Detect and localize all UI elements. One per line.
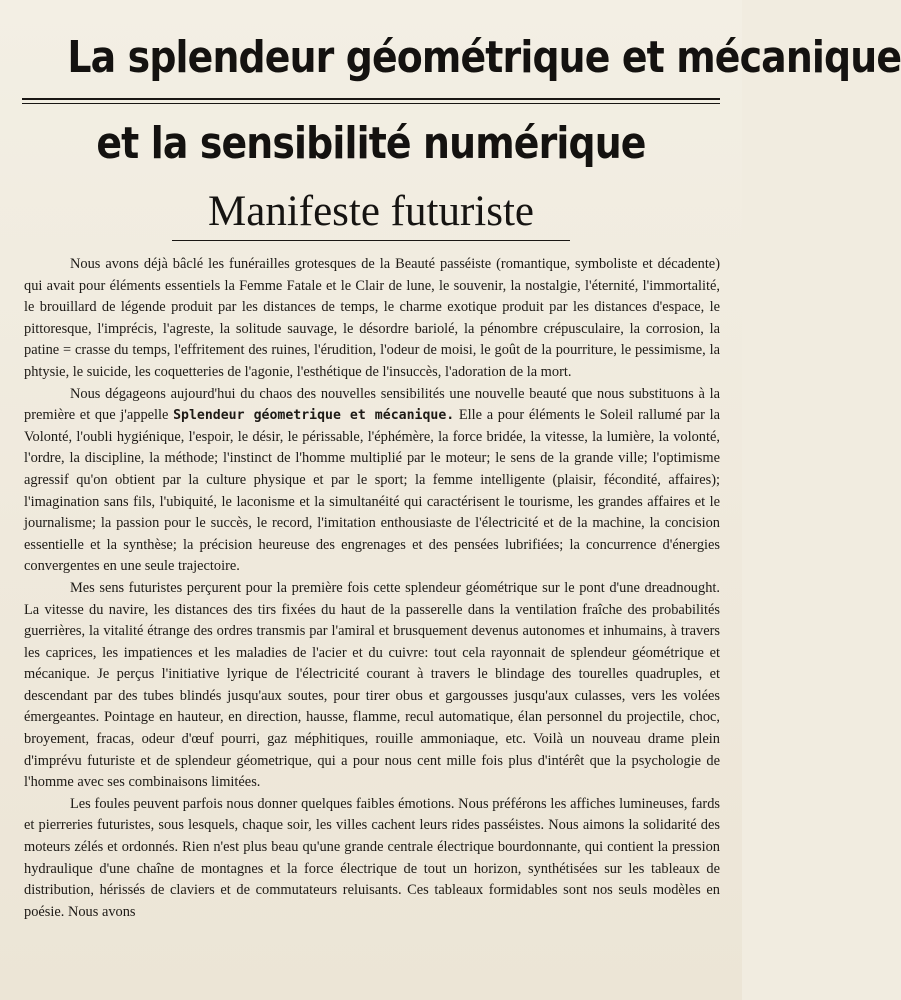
title-double-rule-top [22, 98, 720, 100]
paragraph-4: Les foules peuvent parfois nous donner quelques faibles émotions. Nous préférons les affiches lumineuses, fards et pierreries futuristes, sous lesquels, chaque soir, les villes cachent leurs rides passéistes. Nous aimons la solidarité des moteurs zélés et ordonnés. Rien n'est plus beau qu'une grande centrale électrique bourdonnante, qui contient la pression hydraulique d'une chaîne de montagnes et la force électrique de tout un horizon, synthétisées sur les tableaux de distribution, hérissés de claviers et de commutateurs reluisants. Ces tableaux formidables sont nos seuls modèles en poésie. Nous avons [24, 795, 720, 920]
paragraph-2 [24, 384, 720, 578]
emphasis-splendeur: Splendeur géometrique et mécanique. [173, 408, 455, 424]
manifesto-body [24, 254, 720, 923]
title-line-1: La splendeur géométrique et mécanique [67, 32, 901, 83]
paragraph-3: Mes sens futuristes perçurent pour la première fois cette splendeur géométrique sur le pont d'une dreadnought. La vitesse du navire, les distances des tirs fixées du haut de la passerelle dans la ventilation fraîche des probabilités guerrières, la vitalité étrange des ordres transmis par l'amiral et brusquement devenus autonomes et inhumains, à travers les caprices, les impatiences et les maladies de l'acier et du cuivre: tout cela rayonnait de splendeur géométrique et mécanique. Je perçus l'initiative lyrique de l'électricité courant à travers le blindage des tourelles quadruples, et descendant par des tubes blindés jusqu'aux soutes, pour tirer obus et gargousses jusqu'aux culasses, vers les volées émergeantes. Pointage en hauteur, en direction, hausse, flamme, recul automatique, élan personnel du projectile, choc, broyement, fracas, odeur d'œuf pourri, gaz méphitiques, rouille ammoniaque, etc. Voilà un nouveau drame plein d'imprévu futuriste et de splendeur géometrique, qui a pour nous cent mille fois plus d'intérêt que la psychologie de l'homme avec ses combinaisons limitées. [24, 579, 720, 791]
subtitle: Manifeste futuriste [208, 188, 534, 235]
paragraph-2-before: Nous dégageons aujourd'hui du chaos des nouvelles sensibilités une nouvelle beauté que nous substituons à la première et que j'appelle [24, 385, 720, 424]
title-double-rule-bottom [22, 103, 720, 104]
paragraph-2-after: Elle a pour éléments le Soleil rallumé par la Volonté, l'oubli hygiénique, l'espoir, le désir, le périssable, l'éphémère, la force bridée, la vitesse, la lumière, la volonté, l'ordre, la discipline, la méthode; l'instinct de l'homme multiplié par le moteur; le sens de la grande ville; l'optimisme agressif qu'on obtient par la culture physique et par le sport; la femme intelligente (plaisir, fécondité, affaires); l'imagination sans fils, l'ubiquité, le laconisme et la simultanéité qui caractérisent le tourisme, les grandes affaires et le journalisme; la passion pour le succès, le record, l'imitation enthousiaste de l'électricité et de la machine, la concision essentielle et la synthèse; la précision heureuse des engrenages et des pensées lubrifiées; la concurrence d'énergies convergentes en une seule trajectoire. [24, 407, 720, 575]
title-line-2: et la sensibilité numérique [96, 118, 646, 169]
subtitle-rule [172, 240, 570, 241]
paragraph-1: Nous avons déjà bâclé les funérailles grotesques de la Beauté passéiste (romantique, symboliste et décadente) qui avait pour éléments essentiels la Femme Fatale et le Clair de lune, le souvenir, la nostalgie, l'éternité, l'immortalité, le brouillard de légende produit par les distances de temps, le charme exotique produit par les distances d'espace, le pittoresque, l'imprécis, l'agreste, la solitude sauvage, le désordre bariolé, la pénombre crépusculaire, la corrosion, la patine = crasse du temps, l'effritement des ruines, l'érudition, l'odeur de moisi, le goût de la pourriture, le pessimisme, la phtysie, le suicide, les coquetteries de l'agonie, l'esthétique de l'insuccès, l'adoration de la mort. [24, 256, 720, 380]
